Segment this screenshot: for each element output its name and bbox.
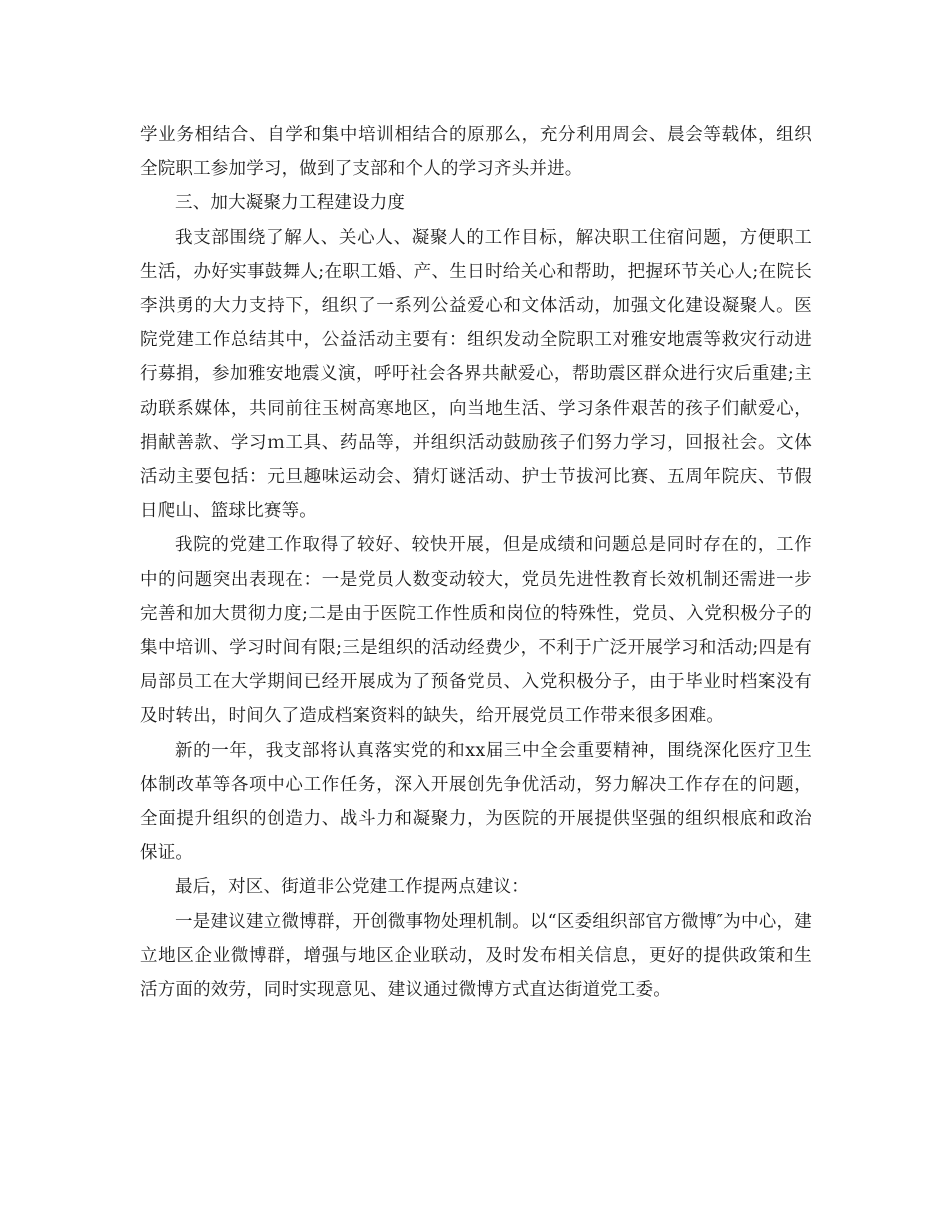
- paragraph-new-year-plan: 新的一年，我支部将认真落实党的和xx届三中全会重要精神，围绕深化医疗卫生体制改革等各项中心工作任务，深入开展创先争优活动，努力解决工作存在的问题，全面提升组织的创造力、战斗力和凝聚力，为医院的开展提供坚强的组织根底和政治保证。: [140, 740, 812, 864]
- paragraph-suggestion-weibo: 一是建议建立微博群，开创微事物处理机制。以“区委组织部官方微博″为中心，建立地区企业微博群，增强与地区企业联动，及时发布相关信息，更好的提供政策和生活方面的效劳，同时实现意见、建议通过微博方式直达街道党工委。: [140, 911, 812, 1001]
- paragraph-cohesion-activities: 我支部围绕了解人、关心人、凝聚人的工作目标，解决职工住宿问题，方便职工生活，办好实事鼓舞人;在职工婚、产、生日时给关心和帮助，把握环节关心人;在院长李洪勇的大力支持下，组织了一系列公益爱心和文体活动，加强文化建设凝聚人。医院党建工作总结其中，公益活动主要有：组织发动全院职工对雅安地震等救灾行动进行募捐，参加雅安地震义演，呼吁社会各界共献爱心，帮助震区群众进行灾后重建;主动联系媒体，共同前往玉树高寒地区，向当地生活、学习条件艰苦的孩子们献爱心，捐献善款、学习ｍ工具、药品等，并组织活动鼓励孩子们努力学习，回报社会。文体活动主要包括：元旦趣味运动会、猜灯谜活动、护士节拔河比赛、五周年院庆、节假日爬山、篮球比赛等。: [140, 227, 812, 522]
- document-body: [140, 118, 812, 1007]
- section-heading-cohesion: 三、加大凝聚力工程建设力度: [175, 193, 406, 214]
- paragraph-suggestions-intro: 最后，对区、街道非公党建工作提两点建议：: [175, 877, 529, 898]
- paragraph-problems: 我院的党建工作取得了较好、较快开展，但是成绩和问题总是同时存在的，工作中的问题突出表现在：一是党员人数变动较大，党员先进性教育长效机制还需进一步完善和加大贯彻力度;二是由于医院工作性质和岗位的特殊性，党员、入党积极分子的集中培训、学习时间有限;三是组织的活动经费少，不利于广泛开展学习和活动;四是有局部员工在大学期间已经开展成为了预备党员、入党积极分子，由于毕业时档案没有及时转出，时间久了造成档案资料的缺失，给开展党员工作带来很多困难。: [140, 535, 812, 727]
- paragraph-study-methods: 学业务相结合、自学和集中培训相结合的原那么，充分利用周会、晨会等载体，组织全院职工参加学习，做到了支部和个人的学习齐头并进。: [140, 125, 812, 180]
